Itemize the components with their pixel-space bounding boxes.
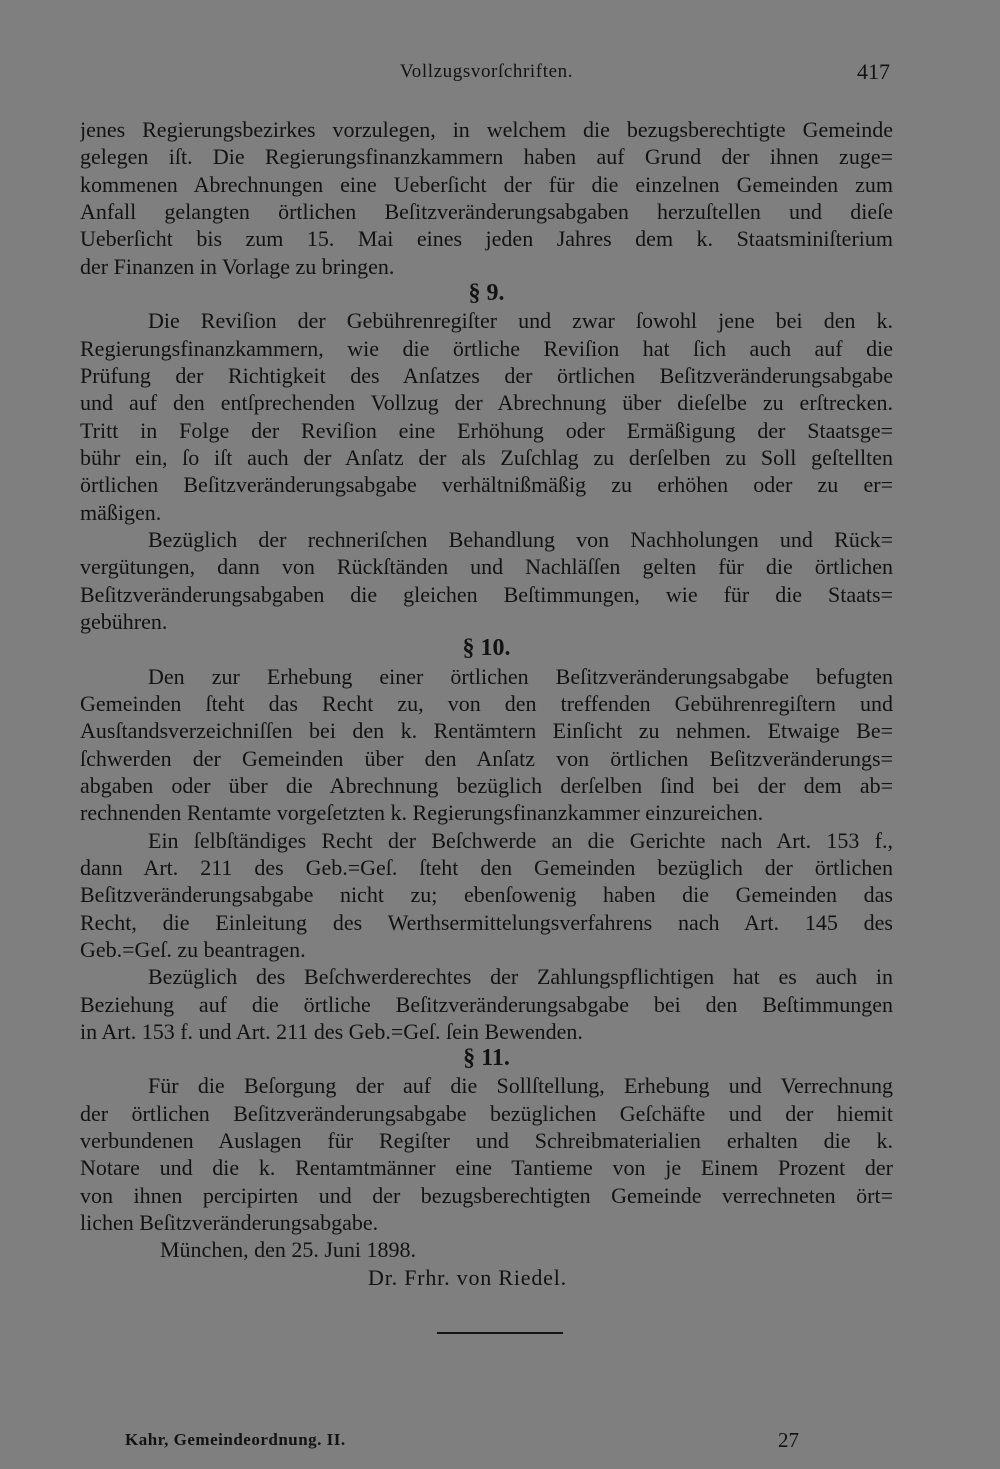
paragraph xyxy=(80,1072,893,1236)
section-11 xyxy=(80,1045,893,1236)
signatory: Dr. Frhr. von Riedel. xyxy=(368,1264,567,1290)
running-head xyxy=(80,58,893,86)
text-line: lichen Beſitzveränderungsabgabe. xyxy=(80,1210,379,1236)
text-line: Ausſtandsverzeichniſſen bei den k. Rentämtern Einſicht zu nehmen. Etwaige Be= xyxy=(80,718,893,744)
paragraph xyxy=(80,963,893,1045)
text-line: verbundenen Auslagen für Regiſter und Schreibmaterialien erhalten die k. xyxy=(80,1128,893,1154)
text-line: Für die Beſorgung der auf die Sollſtellung, Erhebung und Verrechnung xyxy=(148,1073,893,1099)
continued-paragraph xyxy=(80,116,893,280)
text-line: örtlichen Beſitzveränderungsabgabe verhältnißmäßig zu erhöhen oder zu er= xyxy=(80,472,893,498)
section-heading: § 9. xyxy=(468,279,505,306)
text-line: Ein ſelbſtändiges Recht der Beſchwerde an die Gerichte nach Art. 153 f., xyxy=(148,827,893,853)
text-line: Bezüglich der rechneriſchen Behandlung von Nachholungen und Rück= xyxy=(148,526,893,552)
text-line: Beſitzveränderungsabgaben die gleichen Beſtimmungen, wie für die Staats= xyxy=(80,581,893,607)
text-line: abgaben oder über die Abrechnung bezüglich derſelben ſind bei der dem ab= xyxy=(80,772,893,798)
end-rule xyxy=(437,1332,563,1334)
text-line: ſchwerden der Gemeinden über den Anſatz von örtlichen Beſitzveränderungs= xyxy=(80,745,893,771)
section-10 xyxy=(80,635,893,1045)
text-line: von ihnen percipirten und der bezugsberechtigten Gemeinde verrechneten ört= xyxy=(80,1182,893,1208)
text-line: Regierungsfinanzkammern, wie die örtliche Reviſion hat ſich auch auf die xyxy=(80,335,893,361)
text-line: Bezüglich des Beſchwerderechtes der Zahlungspflichtigen hat es auch in xyxy=(148,964,893,990)
text-line: vergütungen, dann von Rückſtänden und Nachläſſen gelten für die örtlichen xyxy=(80,554,893,580)
paragraph xyxy=(80,307,893,526)
text-line: mäßigen. xyxy=(80,499,162,525)
section-9 xyxy=(80,280,893,635)
text-line: bühr ein, ſo iſt auch der Anſatz der als Zuſchlag zu derſelben zu Soll geſtellten xyxy=(80,444,893,470)
text-line: kommenen Abrechnungen eine Ueberſicht der für die einzelnen Gemeinden zum xyxy=(80,171,893,197)
sheet-number: 27 xyxy=(778,1428,799,1452)
text-line: Den zur Erhebung einer örtlichen Beſitzveränderungsabgabe befugten xyxy=(148,663,893,689)
paragraph xyxy=(80,827,893,964)
text-line: gebühren. xyxy=(80,608,168,634)
section-heading: § 11. xyxy=(463,1045,510,1072)
closing xyxy=(80,1236,893,1291)
body-text xyxy=(80,116,893,1291)
place-date: München, den 25. Juni 1898. xyxy=(160,1237,417,1263)
text-line: gelegen iſt. Die Regierungsfinanzkammern haben auf Grund der ihnen zuge= xyxy=(80,144,893,170)
text-line: jenes Regierungsbezirkes vorzulegen, in welchem die bezugsberechtigte Gemeinde xyxy=(80,117,893,142)
text-line: Geb.=Geſ. zu beantragen. xyxy=(80,936,306,962)
page-number: 417 xyxy=(857,59,890,84)
signature-mark: Kahr, Gemeindeordnung. II. xyxy=(125,1430,346,1449)
paragraph xyxy=(80,526,893,635)
text-line: Tritt in Folge der Reviſion eine Erhöhung oder Ermäßigung der Staatsge= xyxy=(80,417,893,443)
text-line: Die Reviſion der Gebührenregiſter und zwar ſowohl jene bei den k. xyxy=(148,308,893,334)
text-line: Recht, die Einleitung des Werthsermittelungsverfahrens nach Art. 145 des xyxy=(80,909,893,935)
page-footer xyxy=(0,1426,1000,1454)
text-line: Prüfung der Richtigkeit des Anſatzes der örtlichen Beſitzveränderungsabgabe xyxy=(80,362,893,388)
text-line: rechnenden Rentamte vorgeſetzten k. Regierungsfinanzkammer einzureichen. xyxy=(80,800,764,826)
text-line: Beſitzveränderungsabgabe nicht zu; ebenſowenig haben die Gemeinden das xyxy=(80,882,893,908)
running-head-title: Vollzugsvorſchriften. xyxy=(399,61,574,82)
text-line: in Art. 153 f. und Art. 211 des Geb.=Geſ. ſein Bewenden. xyxy=(80,1018,583,1044)
text-line: der örtlichen Beſitzveränderungsabgabe bezüglichen Geſchäfte und der hiemit xyxy=(80,1100,893,1126)
paragraph xyxy=(80,663,893,827)
text-line: Ueberſicht bis zum 15. Mai eines jeden Jahres dem k. Staatsminiſterium xyxy=(80,226,893,252)
section-heading: § 10. xyxy=(462,635,511,662)
text-line: Notare und die k. Rentamtmänner eine Tantieme von je Einem Prozent der xyxy=(80,1155,893,1181)
text-line: und auf den entſprechenden Vollzug der Abrechnung über dieſelbe zu erſtrecken. xyxy=(80,390,893,416)
text-line: Gemeinden ſteht das Recht zu, von den treffenden Gebührenregiſtern und xyxy=(80,690,893,716)
text-line: Anfall gelangten örtlichen Beſitzveränderungsabgaben herzuſtellen und dieſe xyxy=(80,198,893,224)
text-line: der Finanzen in Vorlage zu bringen. xyxy=(80,253,395,279)
text-line: Beziehung auf die örtliche Beſitzveränderungsabgabe bei den Beſtimmungen xyxy=(80,991,893,1017)
text-line: dann Art. 211 des Geb.=Geſ. ſteht den Gemeinden bezüglich der örtlichen xyxy=(80,854,893,880)
